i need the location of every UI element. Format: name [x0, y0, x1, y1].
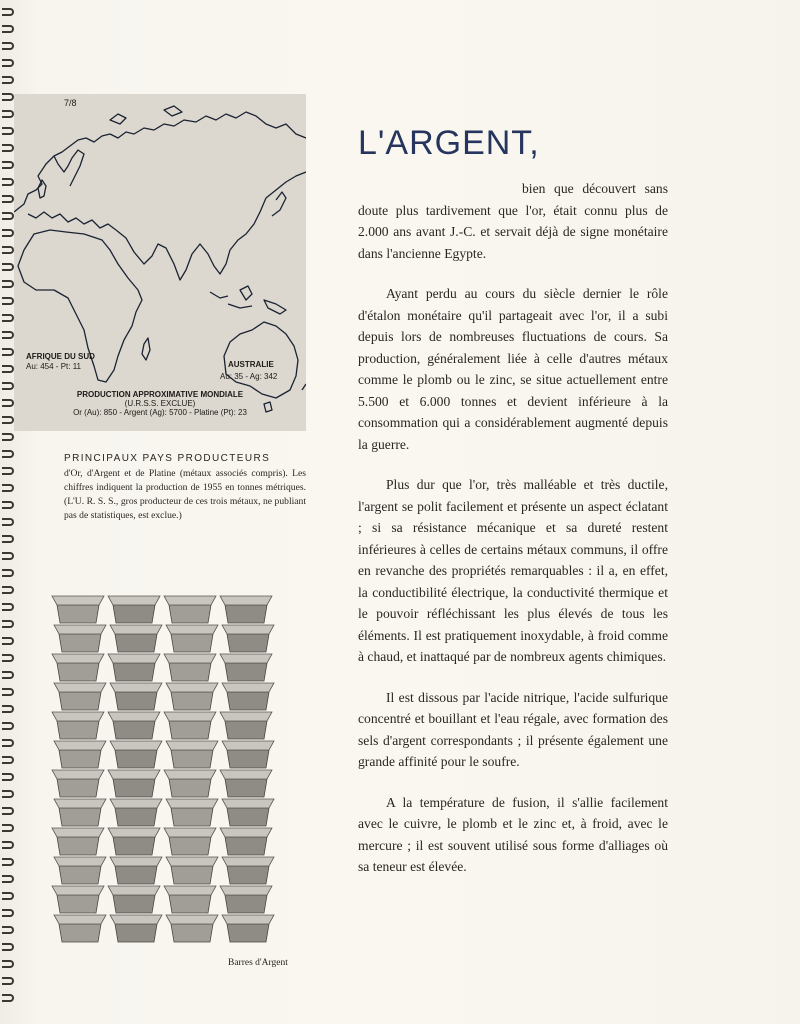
binding-ring [2, 178, 14, 186]
article-paragraph: bien que découvert sans doute plus tardivement que l'or, était connu plus de 2.000 ans avant J.-C. et servait déjà de signe monétaire dans l'ancienne Egypte. [358, 181, 668, 261]
ingot [166, 915, 218, 942]
ingot [54, 915, 106, 942]
binding-ring [2, 229, 14, 237]
binding-ring [2, 552, 14, 560]
ingot [166, 741, 218, 768]
binding-ring [2, 433, 14, 441]
world-map-figure [14, 94, 306, 431]
ingot [220, 770, 272, 797]
ingot [54, 857, 106, 884]
binding-ring [2, 637, 14, 645]
ingot [222, 857, 274, 884]
ingot [220, 596, 272, 623]
binding-ring [2, 535, 14, 543]
binding-ring [2, 280, 14, 288]
binding-ring [2, 773, 14, 781]
ingot [110, 683, 162, 710]
binding-ring [2, 93, 14, 101]
australia-values: Au: 35 - Ag: 342 [220, 372, 278, 381]
map-caption [64, 452, 306, 523]
binding-ring [2, 722, 14, 730]
production-title: PRODUCTION APPROXIMATIVE MONDIALE [76, 390, 244, 399]
binding-ring [2, 416, 14, 424]
binding-ring [2, 42, 14, 50]
binding-ring [2, 297, 14, 305]
ingot [164, 712, 216, 739]
ingot [164, 770, 216, 797]
ingot [166, 799, 218, 826]
ingot [220, 828, 272, 855]
binding-ring [2, 450, 14, 458]
ingot [52, 654, 104, 681]
ingot [54, 741, 106, 768]
binding-ring [2, 127, 14, 135]
ingot [52, 828, 104, 855]
ingot [110, 625, 162, 652]
binding-ring [2, 25, 14, 33]
binding-ring [2, 8, 14, 16]
binding-ring [2, 161, 14, 169]
binding-ring [2, 314, 14, 322]
binding-ring [2, 960, 14, 968]
article-title: L'ARGENT, [358, 124, 540, 162]
ingot [166, 857, 218, 884]
ingot [222, 915, 274, 942]
binding-ring [2, 212, 14, 220]
binding-ring [2, 144, 14, 152]
ingot [108, 886, 160, 913]
article-paragraph: Ayant perdu au cours du siècle dernier le rôle d'étalon monétaire qu'il partageait avec l'or, il a subi depuis lors de nombreuses fluctuations de cours. Sa production, généralement liée à celle d'autres métaux comme le plomb ou le zinc, se situe actuellement entre 5.500 et 6.000 tonnes et devient inférieure à la consommation qui a considérablement augmenté depuis la guerre. [358, 286, 668, 452]
ingot [52, 886, 104, 913]
ingot [222, 799, 274, 826]
ingot [164, 654, 216, 681]
binding-ring [2, 246, 14, 254]
binding-ring [2, 756, 14, 764]
binding-ring [2, 926, 14, 934]
ingot [110, 799, 162, 826]
article-body [358, 178, 668, 897]
binding-ring [2, 59, 14, 67]
ingot [108, 770, 160, 797]
binding-ring [2, 688, 14, 696]
binding-ring [2, 892, 14, 900]
article-paragraph: A la température de fusion, il s'allie facilement avec le cuivre, le plomb et le zinc et, à froid, avec le mercure ; il est souvent utilisé sous forme d'alliages où sa teneur est élevée. [358, 794, 668, 874]
binding-ring [2, 484, 14, 492]
binding-ring [2, 858, 14, 866]
article-paragraph: Il est dissous par l'acide nitrique, l'acide sulfurique concentré et bouillant et l'eau régale, avec formation des sels d'argent correspondants ; il présente également une grande affinité pour le soufre. [358, 689, 668, 769]
binding-ring [2, 586, 14, 594]
binding-ring [2, 467, 14, 475]
ingot [164, 596, 216, 623]
ingot [54, 683, 106, 710]
binding-ring [2, 977, 14, 985]
binding-ring [2, 348, 14, 356]
binding-ring [2, 620, 14, 628]
ingot [52, 712, 104, 739]
binding-ring [2, 399, 14, 407]
map-caption-heading: PRINCIPAUX PAYS PRODUCTEURS [64, 453, 271, 464]
binding-ring [2, 875, 14, 883]
binding-ring [2, 263, 14, 271]
ingot [220, 654, 272, 681]
ingot [54, 799, 106, 826]
binding-ring [2, 824, 14, 832]
photo-caption: Barres d'Argent [228, 958, 288, 968]
ingot [220, 886, 272, 913]
ingot [222, 625, 274, 652]
world-production-note [14, 390, 306, 418]
binding-ring [2, 110, 14, 118]
map-caption-body: d'Or, d'Argent et de Platine (métaux associés compris). Les chiffres indiquent la production de 1955 en tonnes métriques. (L'U. R. S. S., gros producteur de ces trois métaux, ne publiant pas de statistiques, est exclue.) [64, 468, 306, 521]
map-corner-mark: 7/8 [64, 98, 77, 108]
ingot [108, 654, 160, 681]
ingot [108, 712, 160, 739]
africa-values: Au: 454 - Pt: 11 [26, 362, 81, 371]
ingot [52, 770, 104, 797]
ingot [110, 915, 162, 942]
ingot [110, 741, 162, 768]
article-paragraph: Plus dur que l'or, très malléable et très ductile, l'argent se polit facilement et présente un aspect éclatant ; si sa résistance mécanique et sa dureté restent inférieures à celles de certains métaux communs, il offre en revanche des propriétés remarquables : il a, en effet, la conductibilité électrique, la conductivité thermique et le pouvoir réfléchissant les plus élevés de tous les éléments. Il est pratiquement inoxydable, à froid comme à chaud, et inattaqué par de nombreux agents chimiques. [358, 477, 668, 664]
binding-ring [2, 705, 14, 713]
ingot-stack-illustration [46, 590, 286, 960]
ingot [166, 625, 218, 652]
ingot [110, 857, 162, 884]
binding-ring [2, 909, 14, 917]
production-values: Or (Au): 850 - Argent (Ag): 5700 - Platine (Pt): 23 [73, 408, 247, 418]
binding-ring [2, 603, 14, 611]
ingot [54, 625, 106, 652]
production-subtitle: (U.R.S.S. EXCLUE) [124, 399, 196, 409]
ingot [52, 596, 104, 623]
binding-ring [2, 331, 14, 339]
ingot [220, 712, 272, 739]
ingot [222, 741, 274, 768]
binding-ring [2, 518, 14, 526]
binding-ring [2, 994, 14, 1002]
binding-ring [2, 943, 14, 951]
binding-ring [2, 739, 14, 747]
ingot [108, 596, 160, 623]
ingot [222, 683, 274, 710]
ingot [108, 828, 160, 855]
binding-ring [2, 654, 14, 662]
binding-ring [2, 569, 14, 577]
binding-ring [2, 807, 14, 815]
binding-ring [2, 195, 14, 203]
australia-label: AUSTRALIE [228, 360, 274, 369]
ingot [166, 683, 218, 710]
binding-ring [2, 76, 14, 84]
binding-ring [2, 841, 14, 849]
binding-ring [2, 671, 14, 679]
binding-ring [2, 382, 14, 390]
binding-ring [2, 501, 14, 509]
ingot [164, 828, 216, 855]
ingot [164, 886, 216, 913]
silver-ingots-photo [46, 590, 286, 960]
binding-ring [2, 365, 14, 373]
binding-ring [2, 790, 14, 798]
africa-label: AFRIQUE DU SUD [26, 352, 95, 361]
